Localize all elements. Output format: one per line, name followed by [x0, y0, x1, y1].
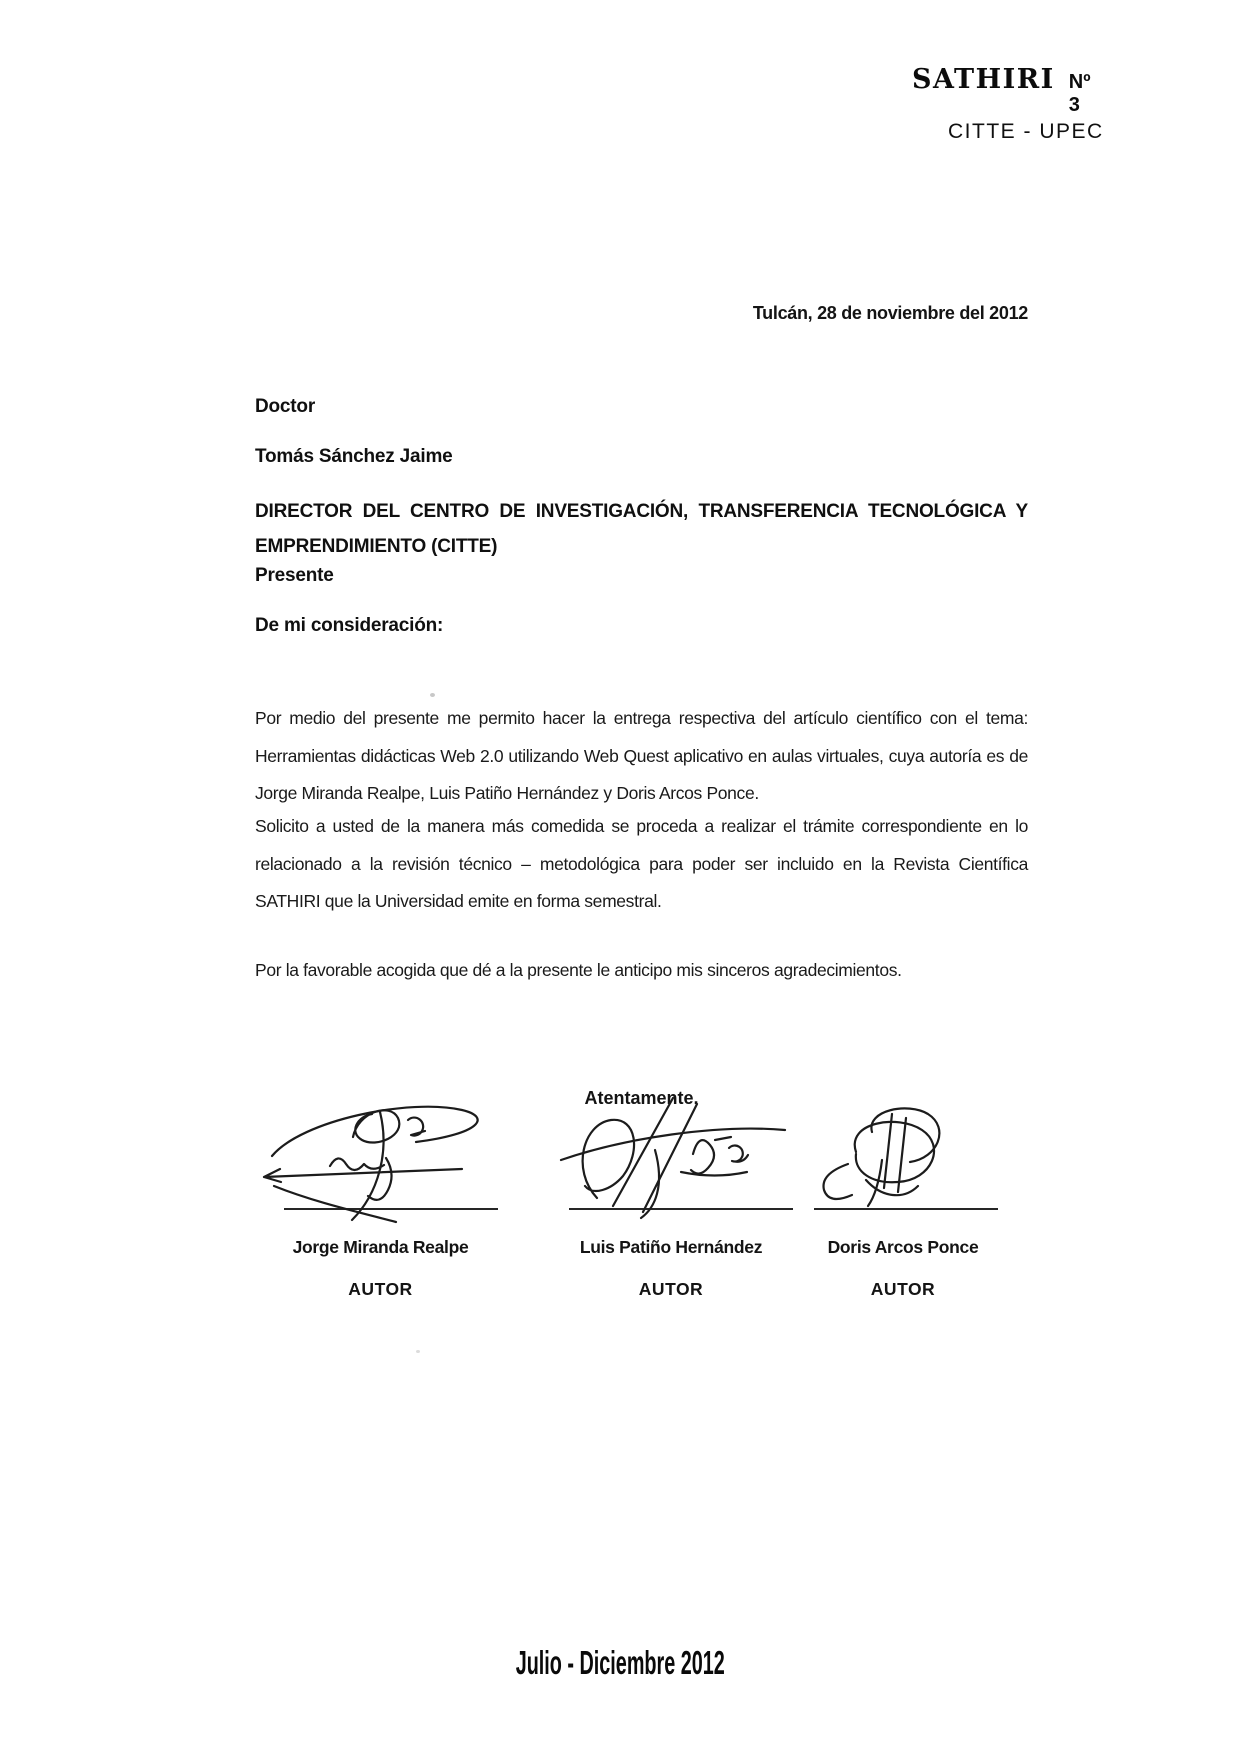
signature-block-doris-arcos: [798, 1122, 1008, 1300]
signatory-role: AUTOR: [638, 1279, 704, 1299]
recipient-title: [255, 494, 1028, 564]
recipient-name: Tomás Sánchez Jaime: [255, 446, 453, 467]
body-paragraph-2: Solicito a usted de la manera más comedida se proceda a realizar el trámite correspondiente en lo relacionado a la revisión técnico – metodológica para poder ser incluido en la Revista Científica SATHIRI que la Universidad emite en forma semestral.: [255, 816, 1028, 911]
footer-issue-period: Julio - Diciembre 2012: [515, 1644, 725, 1681]
signature-scribble-icon: [545, 1092, 795, 1222]
recipient-title-line2: EMPRENDIMIENTO (CITTE): [255, 536, 498, 557]
signature-doris-arcos: [798, 1122, 1008, 1208]
recipient-title-line1: DIRECTOR DEL CENTRO DE INVESTIGACIÓN, TRANSFERENCIA TECNOLÓGICA Y: [255, 501, 1028, 522]
signatory-name: Doris Arcos Ponce: [827, 1237, 979, 1257]
recipient-salutation: Doctor: [255, 396, 316, 417]
journal-brand: SATHIRI: [912, 64, 1055, 95]
signature-jorge-miranda: [258, 1122, 503, 1208]
signature-block-luis-patino: [545, 1122, 797, 1300]
signature-scribble-icon: [258, 1082, 518, 1222]
signatory-role: AUTOR: [870, 1279, 936, 1299]
scan-speck: [430, 693, 435, 697]
page-footer: [0, 1646, 1240, 1679]
journal-masthead: [912, 64, 1107, 144]
journal-subtitle: CITTE - UPEC: [948, 120, 1104, 143]
body-paragraph-3: Por la favorable acogida que dé a la presente le anticipo mis sinceros agradecimientos.: [255, 960, 902, 980]
letter-closing: Atentamente,: [584, 1088, 699, 1108]
journal-issue-number: Nº 3: [1068, 71, 1091, 116]
signatory-role: AUTOR: [348, 1279, 413, 1299]
body-paragraph-1: Por medio del presente me permito hacer la entrega respectiva del artículo científico con el tema: Herramientas didácticas Web 2.0 utilizando Web Quest aplicativo en aulas virtuales, cuya autoría es de Jorge Miranda Realpe, Luis Patiño Hernández y Doris Arcos Ponce.: [255, 708, 1028, 803]
recipient-presence: Presente: [255, 565, 334, 586]
signature-block-jorge-miranda: [258, 1122, 503, 1300]
signature-luis-patino: [545, 1122, 797, 1208]
signatory-name: Jorge Miranda Realpe: [292, 1237, 469, 1257]
letter-dateline: Tulcán, 28 de noviembre del 2012: [752, 303, 1028, 323]
letter-greeting: De mi consideración:: [255, 615, 444, 636]
signatory-name: Luis Patiño Hernández: [579, 1237, 763, 1257]
signature-scribble-icon: [798, 1102, 1008, 1222]
scan-speck: [416, 1350, 420, 1353]
